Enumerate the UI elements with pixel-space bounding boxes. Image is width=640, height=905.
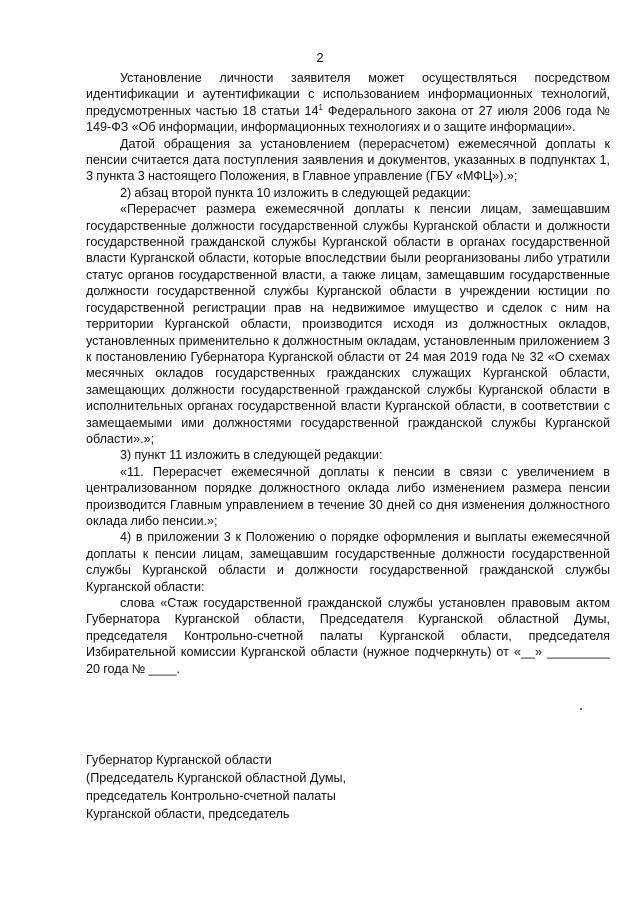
paragraph-identification-text: Установление личности заявителя может осуществляться посредством идентификации и аутентификации с использованием информационных технологий, предусмотренных частью 18 статьи 14 bbox=[86, 71, 610, 118]
signature-line: председатель Контрольно-счетной палаты bbox=[86, 789, 336, 803]
footnote-superscript: 1 bbox=[318, 102, 323, 112]
paragraph-identification-text-end: Федерального закона от 27 июля 2006 года № 149-ФЗ «Об информации, информационных технологиях и о защите информации». bbox=[86, 103, 610, 135]
paragraph-item-11-quote: «11. Перерасчет ежемесячной доплаты к пенсии в связи с увеличением в централизованном порядке должностного оклада либо изменением размера пенсии производится Главным управлением в течение 30 дней со дня изменения должностного оклада либо пенсии.»; bbox=[86, 464, 610, 528]
signature-block bbox=[86, 751, 426, 823]
paragraph-item-2: 2) абзац второй пункта 10 изложить в следующей редакции: bbox=[120, 185, 471, 200]
document-body bbox=[86, 70, 610, 677]
paragraph-identification bbox=[86, 70, 610, 136]
signature-line: (Председатель Курганской областной Думы, bbox=[86, 771, 347, 785]
signature-line: Курганской области, председатель bbox=[86, 807, 290, 821]
signature-line: Губернатор Курганской области bbox=[86, 753, 272, 767]
paragraph-item-3: 3) пункт 11 изложить в следующей редакции: bbox=[120, 448, 383, 463]
paragraph-application-date: Датой обращения за установлением (перерасчетом) ежемесячной доплаты к пенсии считается дата поступления заявления и документов, указанных в подпунктах 1, 3 пункта 3 настоящего Положения, в Главное управление (ГБУ «МФЦ»).»; bbox=[86, 136, 610, 184]
page-number: 2 bbox=[316, 50, 324, 65]
paragraph-item-4: 4) в приложении 3 к Положению о порядке оформления и выплаты ежемесячной доплаты к пенсии лицам, замещавшим государственные должности государственной службы Курганской области и должности государственной гражданской службы Курганской области: bbox=[86, 530, 610, 594]
paragraph-recalculation-quote: «Перерасчет размера ежемесячной доплаты к пенсии лицам, замещавшим государственные должности государственной службы Курганской области и должности государственной гражданской службы Курганской области в органах государственной власти Курганской области, которые впоследствии были реорганизованы либо утратили статус органов государственной власти, а также лицам, замещавшим государственные должности государственной службы Курганской области в учреждении юстиции по государственной регистрации прав на недвижимое имущество и сделок с ним на территории Курганской области, производится исходя из должностных окладов, установленных применительно к должностным окладам, установленным приложением 3 к постановлению Губернатора Курганской области от 24 мая 2019 года № 32 «О схемах месячных окладов государственных гражданских служащих Курганской области, замещающих должности государственной гражданской службы Курганской области в исполнительных органах государственной власти Курганской области, в соответствии с замещаемыми ими должностями государственной гражданской службы Курганской области».»; bbox=[86, 202, 610, 446]
scan-dot bbox=[580, 708, 582, 710]
paragraph-words-quote: слова «Стаж государственной гражданской службы установлен правовым актом Губернатора Курганской области, Председателя Курганской областной Думы, председателя Контрольно-счетной палаты Курганской области, председателя Избирательной комиссии Курганской области (нужное подчеркнуть) от «__» _________ 20 года № ____. bbox=[86, 596, 610, 676]
